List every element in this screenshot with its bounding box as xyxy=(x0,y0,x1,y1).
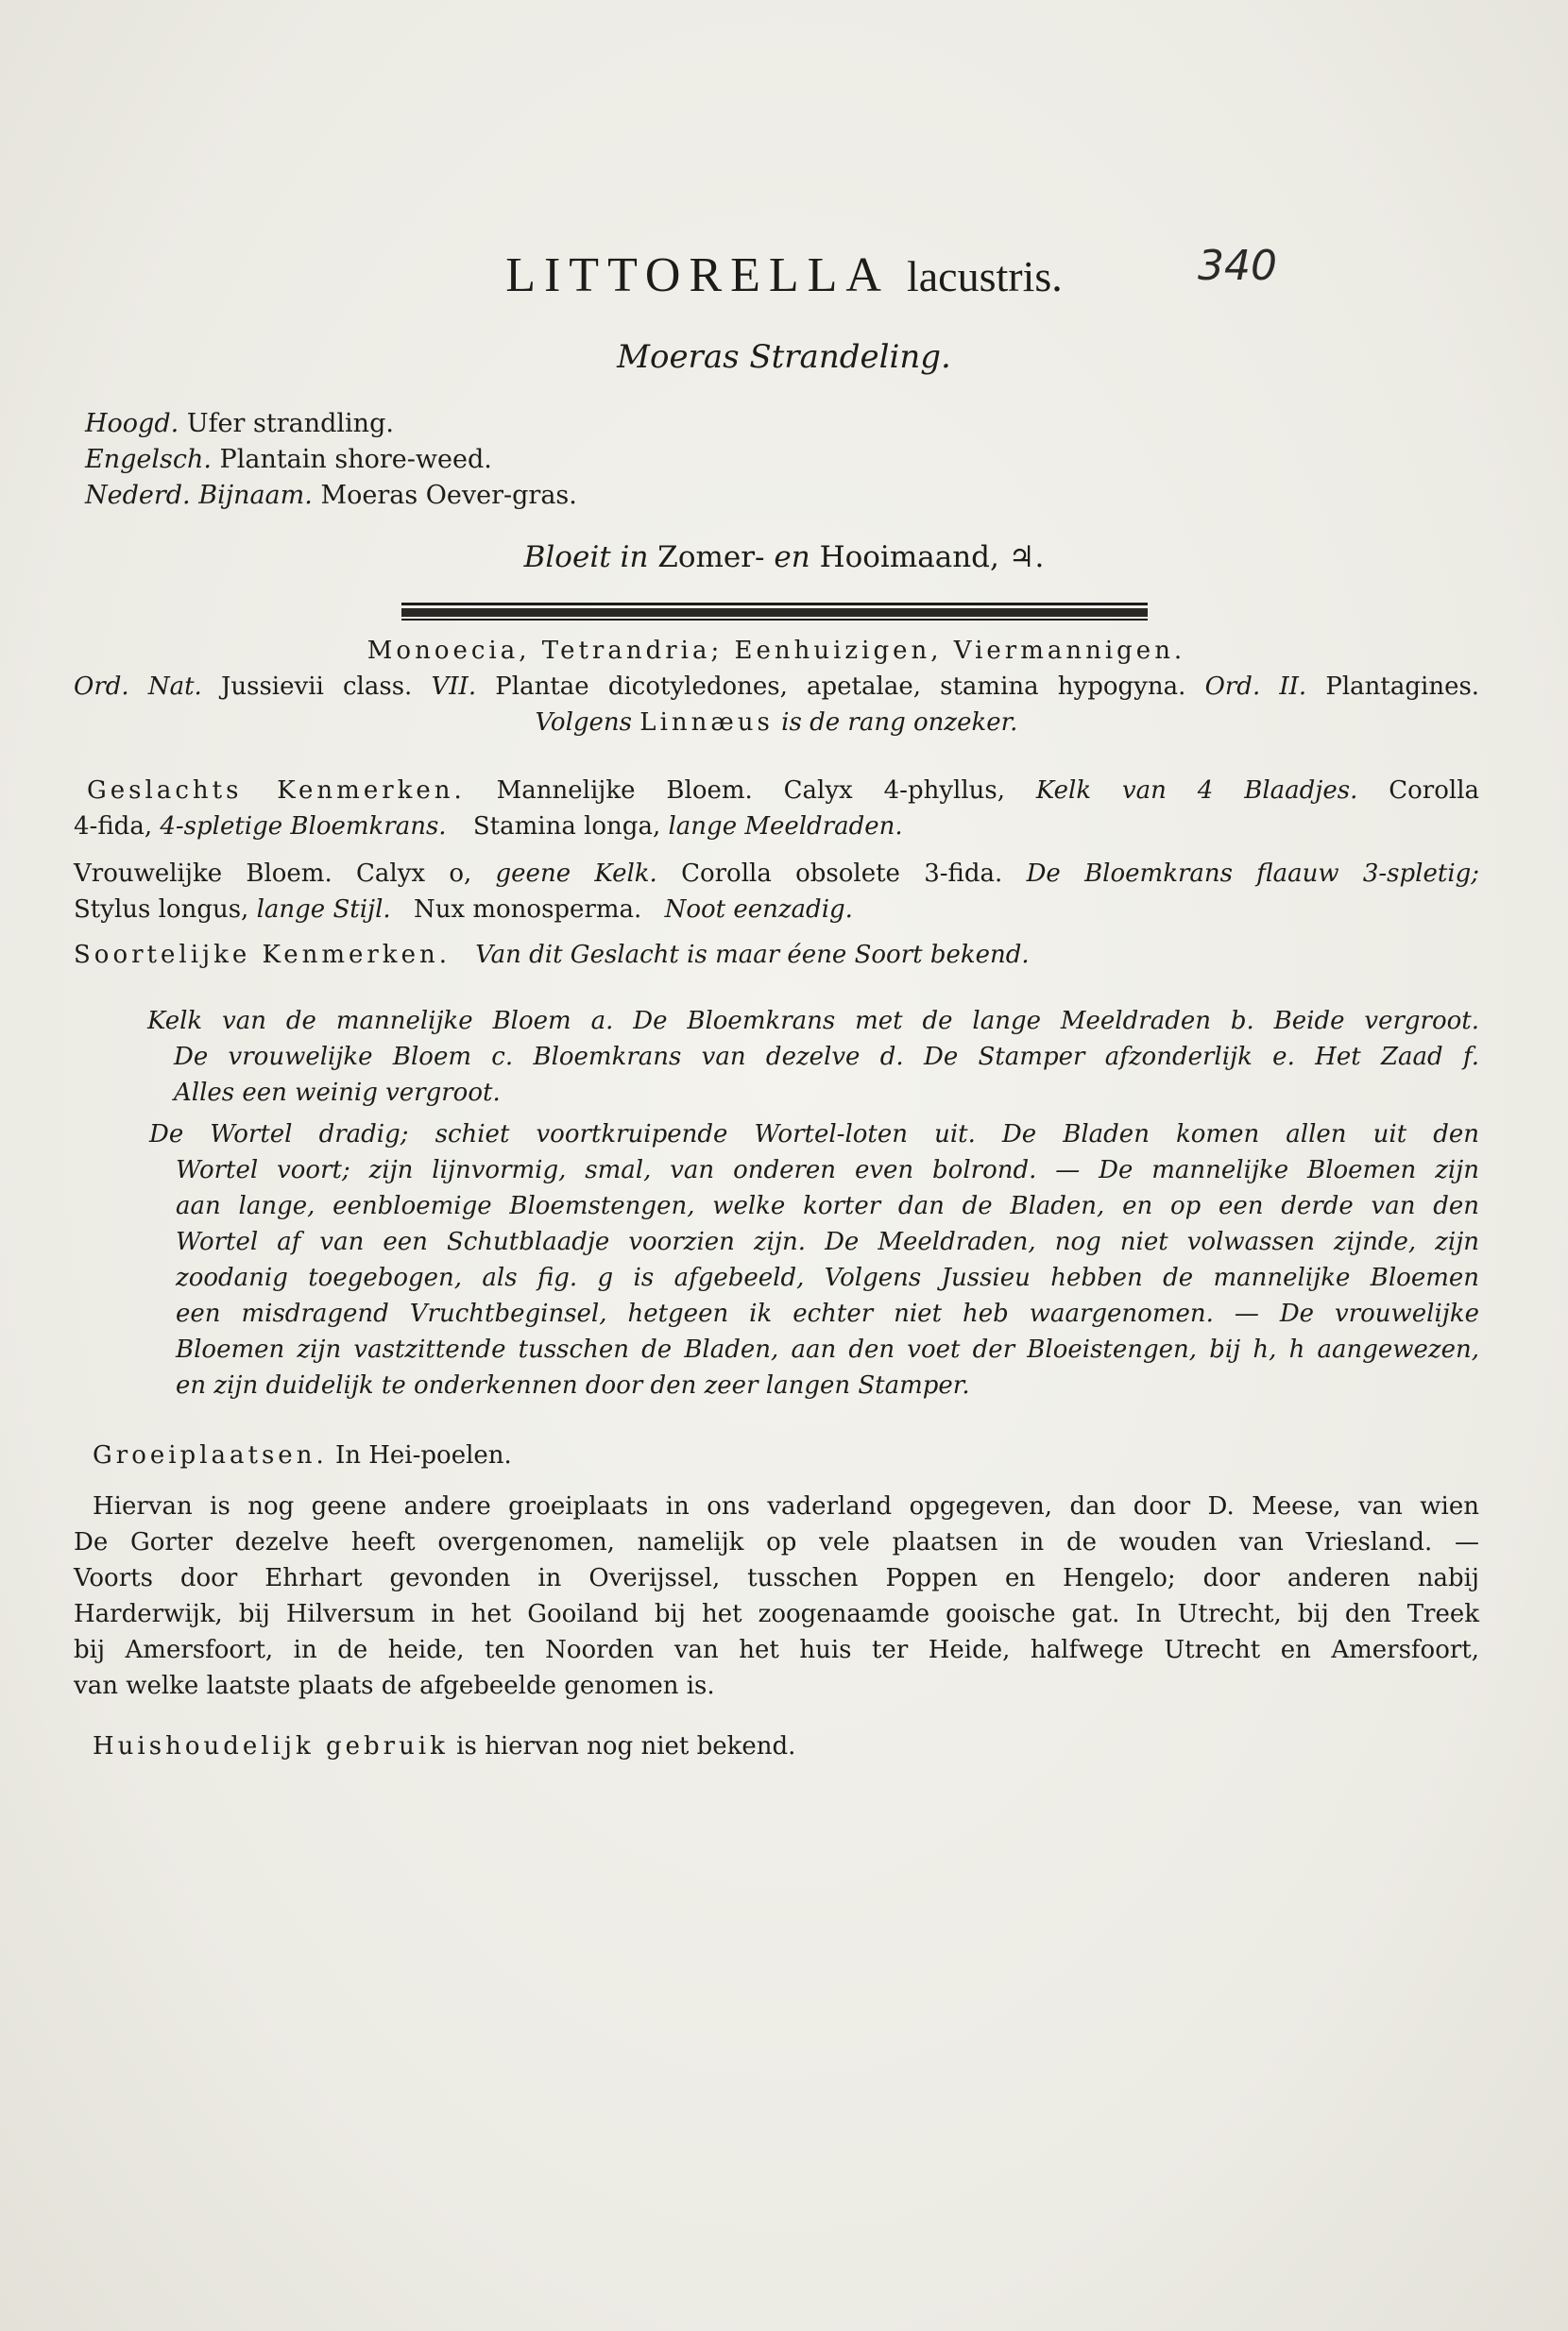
section-label: Huishoudelijk gebruik xyxy=(93,1732,449,1761)
text-span: Corolla xyxy=(1389,776,1480,805)
text-span: Kelk van 4 Blaadjes. xyxy=(1035,776,1358,805)
text-span: 4-fida, xyxy=(74,812,153,841)
text-span: Plantae dicotyledones, apetalae, stamina hypogyna. xyxy=(495,672,1186,701)
genus-line xyxy=(74,808,1479,844)
text-span: Ord. Nat. xyxy=(74,672,202,701)
name-lang: Nederd. Bijnaam. xyxy=(85,481,313,510)
text-span: Van dit Geslacht is maar éene Soort bekend. xyxy=(475,941,1030,969)
text-span: Stylus longus, xyxy=(74,895,249,924)
vernacular-names xyxy=(85,406,577,514)
description-line: Bloemen zijn vastzittende tusschen de Bladen, aan den voet der Bloeistengen, bij h, h aangewezen, xyxy=(176,1336,1479,1364)
use-line xyxy=(74,1728,1479,1764)
figure-line: Kelk van de mannelijke Bloem a. De Bloemkrans met de lange Meeldraden b. Beide vergroot. xyxy=(147,1007,1479,1035)
name-lang: Engelsch. xyxy=(85,445,212,474)
bloom-month2: Hooimaand, xyxy=(819,540,999,574)
description-line: een misdragend Vruchtbeginsel, hetgeen ik echter niet heb waargenomen. — De vrouwelijke xyxy=(176,1300,1479,1328)
text-span: Volgens xyxy=(535,708,633,737)
domestic-use xyxy=(74,1728,1479,1764)
text-span: VII. xyxy=(431,672,477,701)
species-line xyxy=(74,937,1479,973)
text-span: De Bloemkrans flaauw 3-spletig; xyxy=(1026,859,1480,888)
habitat-line: Harderwijk, bij Hilversum in het Gooiland bij het zoogenaamde gooische gat. In Utrecht, bij den Treek xyxy=(74,1600,1479,1628)
classification-line: Monoecia, Tetrandria; Eenhuizigen, Viermannigen. xyxy=(366,637,1186,665)
section-label: Soortelijke Kenmerken. xyxy=(74,941,451,969)
genus-line xyxy=(74,856,1479,892)
text-span: 4-spletige Bloemkrans. xyxy=(160,812,447,841)
text-span: In Hei-poelen. xyxy=(334,1441,512,1470)
text-span: Stamina longa, xyxy=(472,812,661,841)
text-span: Linnæus xyxy=(639,708,774,737)
text-span: Mannelijke Bloem. Calyx 4-phyllus, xyxy=(496,776,1006,805)
text-span: Plantagines. xyxy=(1325,672,1480,701)
text-span: Nux monosperma. xyxy=(413,895,642,924)
dutch-name-subtitle: Moeras Strandeling. xyxy=(617,338,951,376)
figure-line: Alles een weinig vergroot. xyxy=(174,1079,501,1107)
habitat-line: De Gorter dezelve heeft overgenomen, namelijk op vele plaatsen in de wouden van Vriesland. — xyxy=(74,1528,1479,1557)
description-line: en zijn duidelijk te onderkennen door den zeer langen Stamper. xyxy=(176,1371,970,1400)
section-label: Groeiplaatsen. xyxy=(93,1441,328,1470)
bloom-prefix: Bloeit in xyxy=(523,540,649,574)
perennial-symbol: ♃. xyxy=(1008,540,1045,574)
text-span: lange Meeldraden. xyxy=(668,812,903,841)
name-row xyxy=(85,442,577,478)
species-title: lacustris. xyxy=(906,252,1063,300)
genus-line xyxy=(74,773,1479,808)
text-span: is hiervan nog niet bekend. xyxy=(456,1732,796,1761)
description-line: Wortel af van een Schutblaadje voorzien zijn. De Meeldraden, nog niet volwassen zijnde, zijn xyxy=(176,1228,1479,1256)
text-span: Noot eenzadig. xyxy=(664,895,853,924)
name-row xyxy=(85,406,577,442)
description xyxy=(74,1116,1479,1404)
habitat-line: Voorts door Ehrhart gevonden in Overijssel, tusschen Poppen en Hengelo; door anderen nabij xyxy=(74,1564,1479,1592)
text-span: Jussievii class. xyxy=(220,672,413,701)
text-span: is de rang onzeker. xyxy=(781,708,1018,737)
bloom-month1: Zomer- xyxy=(657,540,765,574)
habitat-line: bij Amersfoort, in de heide, ten Noorden van het huis ter Heide, halfwege Utrecht en Amersfoort, xyxy=(74,1636,1479,1664)
text-span: Vrouwelijke Bloem. Calyx o, xyxy=(74,859,472,888)
figure-explanation xyxy=(74,1003,1479,1111)
text-span: lange Stijl. xyxy=(256,895,391,924)
genus-line xyxy=(74,892,1479,927)
title-block xyxy=(0,242,1568,303)
description-line: Wortel voort; zijn lijnvormig, smal, van onderen even bolrond. — De mannelijke Bloemen zijn xyxy=(176,1156,1479,1184)
decorative-rule xyxy=(401,601,1148,621)
description-line: De Wortel dradig; schiet voortkruipende Wortel-loten uit. De Bladen komen allen uit den xyxy=(149,1120,1479,1148)
figure-line: De vrouwelijke Bloem c. Bloemkrans van dezelve d. De Stamper afzonderlijk e. Het Zaad f. xyxy=(174,1043,1479,1071)
habitat-line: Hiervan is nog geene andere groeiplaats in ons vaderland opgegeven, dan door D. Meese, van wien xyxy=(93,1492,1479,1521)
habitat xyxy=(74,1438,1479,1704)
name-value: Ufer strandling. xyxy=(186,409,394,438)
section-label: Geslachts Kenmerken. xyxy=(87,776,466,805)
habitat-heading xyxy=(74,1438,1479,1473)
habitat-line: van welke laatste plaats de afgebeelde genomen is. xyxy=(74,1672,715,1700)
genus-characters xyxy=(74,773,1479,973)
genus-title: LITTORELLA xyxy=(505,248,890,302)
name-row xyxy=(85,478,577,514)
description-line: aan lange, eenbloemige Bloemstengen, welke korter dan de Bladen, en op een derde van den xyxy=(176,1192,1479,1220)
description-line: zoodanig toegebogen, als fig. g is afgebeeld, Volgens Jussieu hebben de mannelijke Bloemen xyxy=(176,1264,1479,1292)
bloom-en: en xyxy=(774,540,810,574)
text-span: Ord. II. xyxy=(1204,672,1307,701)
name-value: Moeras Oever-gras. xyxy=(320,481,577,510)
name-lang: Hoogd. xyxy=(85,409,179,438)
text-span: geene Kelk. xyxy=(495,859,657,888)
classification xyxy=(74,633,1479,740)
name-value: Plantain shore-weed. xyxy=(219,445,492,474)
classification-line xyxy=(74,705,1479,740)
text-span: Corolla obsolete 3-fida. xyxy=(681,859,1003,888)
handwritten-page-number: 340 xyxy=(1198,242,1277,290)
classification-line xyxy=(74,669,1479,705)
flowering-line xyxy=(0,540,1568,574)
